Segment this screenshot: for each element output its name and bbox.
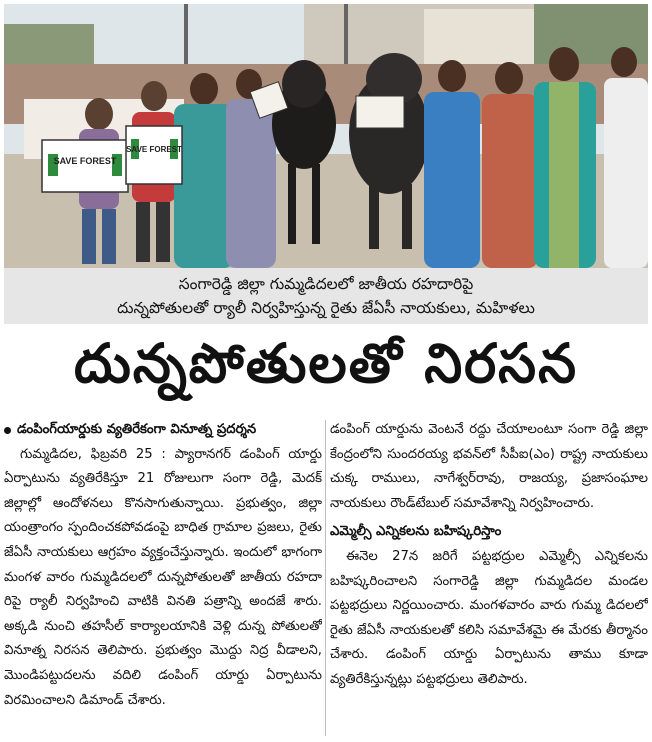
- protest-rally-photo: [4, 4, 648, 268]
- article-paragraph-right-2: ఈనెల 27న జరిగే పట్టభద్రుల ఎమ్మెల్సీ ఎన్నికలను బహిష్కరించాలని సంగారెడ్డి జిల్లా గుమ్మడిదల మండల పట్టభద్రులు నిర్ణయించారు. మంగళవారం వారు గుమ్మ డిదలలో రైతు జేఏసీ నాయకులతో కలిసి సమావేశమై ఈ మేరకు తీర్మానం చేశారు. డంపింగ్ యార్డు ఏర్పాటును తాము కూడా వ్యతిరేకిస్తున్నట్లు పట్టభద్రులు తెలిపారు.: [330, 548, 648, 687]
- subheading-left-text: డంపింగ్‌యార్డుకు వ్యతిరేకంగా వినూత్న ప్రదర్శన: [17, 422, 257, 437]
- column-divider: [325, 420, 326, 736]
- svg-text:SAVE FOREST: SAVE FOREST: [53, 156, 117, 166]
- bullet-icon: [4, 427, 11, 434]
- headline: దున్నపోతులతో నిరసన: [74, 331, 578, 395]
- subheading-left: [4, 418, 322, 443]
- svg-text:SAVE FOREST: SAVE FOREST: [126, 145, 182, 154]
- caption-line-1: సంగారెడ్డి జిల్లా గుమ్మడిదలలో జాతీయ రహదారిపై: [178, 275, 474, 293]
- caption-line-2: దున్నపోతులతో ర్యాలీ నిర్వహిస్తున్న రైతు జేఏసీ నాయకులు, మహిళలు: [117, 299, 535, 317]
- save-forest-placard-2: [126, 126, 182, 184]
- article-paragraph-left: గుమ్మడిదల, ఫిబ్రవరి 25 : ప్యారానగర్ డంపింగ్ యార్డు ఏర్పాటును వ్యతిరేకిస్తూ 21 రోజులుగా సంగా రెడ్డి, మెదక్ జిల్లాల్లో ఆందోళనలు కొనసాగుతున్నాయి. ప్రభుత్వం, జిల్లా యంత్రాంగం స్పందించకపోవడంపై బాధిత గ్రామాల ప్రజలు, రైతు జేఏసీ నాయకులు ఆగ్రహం వ్యక్తంచేస్తున్నారు. ఇందులో భాగంగా మంగళ వారం గుమ్మడిదలలో దున్నపోతులతో జాతీయ రహదా రిపై ర్యాలీ నిర్వహించి వాటికి వినతి పత్రాన్ని అందజే శారు. అక్కడి నుంచి తహసీల్ కార్యాలయానికి వెళ్లి దున్న పోతులతో వినూత్న నిరసన తెలిపారు. ప్రభుత్వం మొద్దు నిద్ర వీడాలని, మొండిపట్టుదలను వదిలి డంపింగ్ యార్డు ఏర్పాటును విరమించాలని డిమాండ్ చేశారు.: [4, 446, 322, 708]
- news-photo: [4, 4, 648, 268]
- article-column-right: [330, 418, 648, 738]
- article-column-left: [4, 418, 322, 738]
- subheading-right: ఎమ్మెల్సీ ఎన్నికలను బహిష్కరిస్తాం: [330, 524, 502, 540]
- article-paragraph-right-1: డంపింగ్ యార్డును వెంటనే రద్దు చేయాలంటూ సంగా రెడ్డి జిల్లా కేంద్రంలోని సుందరయ్య భవన్‌లో సీపీఐ(ఎం) రాష్ట్ర నాయకులు చుక్క రాములు, నాగేశ్వర్‌రావు, రాజయ్య, ప్రజాసంఘాల నాయకులు రౌండ్‌టేబుల్ సమావేశాన్ని నిర్వహించారు.: [330, 422, 648, 511]
- photo-caption: [4, 268, 648, 324]
- save-forest-placard-1: [42, 140, 128, 192]
